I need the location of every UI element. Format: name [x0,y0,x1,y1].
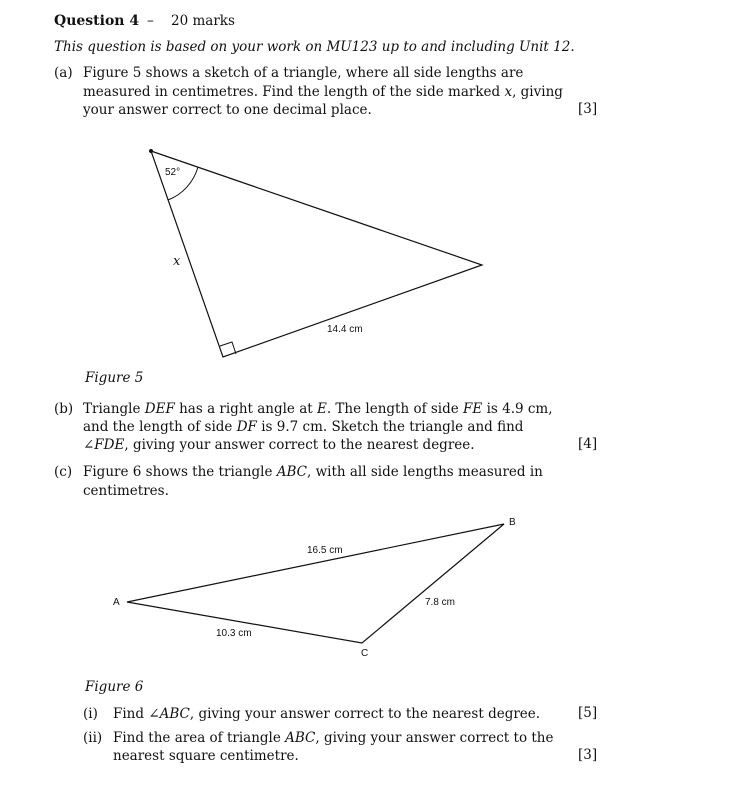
figure5-side-label: 14.4 cm [327,324,363,335]
sub-i-post: , giving your answer correct to the nearest degree. [189,706,541,722]
sub-i-marks: [5] [578,705,598,721]
figure5-angle-label: 52° [165,167,181,178]
question-marks: 20 marks [171,13,235,29]
part-c-label: (c) [54,464,73,480]
figure6-side-ab: 16.5 cm [307,545,343,556]
part-b-def: DEF [144,401,175,417]
sub-i-text [113,705,540,723]
part-b-label: (b) [54,401,74,417]
sub-ii-marks: [3] [578,747,598,763]
part-b-df: DF [236,419,257,435]
figure6-side-bc: 7.8 cm [425,597,456,608]
figure6-triangle [127,524,504,643]
part-c-abc: ABC [276,464,307,480]
figure6-vertex-a: A [113,597,120,608]
sub-ii-pre: Find the area of triangle [113,730,286,746]
part-b-l1-d: is 4.9 cm, [482,401,553,417]
sub-i-angle: ∠ABC [148,706,190,722]
part-b-marks: [4] [578,436,598,452]
part-a-var-x: x [504,84,513,100]
part-a-marks: [3] [578,101,598,117]
part-b-l3-b: , giving your answer correct to the nearest degree. [124,437,475,453]
intro-text: This question is based on your work on MU123 up to and including Unit 12. [54,39,575,55]
part-a-line2-pre: measured in centimetres. Find the length of the side marked [83,84,505,100]
part-a-line3: your answer correct to one decimal place. [83,102,372,118]
part-c-l1-a: Figure 6 shows the triangle [83,464,277,480]
sub-i-label: (i) [83,706,98,722]
part-b-l1-c: . The length of side [326,401,464,417]
question-title: Question 4 [54,13,140,29]
figure6-caption: Figure 6 [85,679,144,695]
figure6-vertex-c: C [361,648,369,659]
figure5-caption: Figure 5 [85,370,144,386]
sub-ii-label: (ii) [83,730,103,746]
sub-i-pre: Find [113,706,149,722]
sub-ii-line2: nearest square centimetre. [113,748,299,764]
part-a-label: (a) [54,65,73,81]
sub-ii-line1 [113,729,553,747]
part-b-l1-b: has a right angle at [174,401,317,417]
part-b-l1-a: Triangle [83,401,145,417]
part-c-l1-b: , with all side lengths measured in [307,464,543,480]
header-dash: – [147,13,154,29]
sub-ii-abc: ABC [285,730,316,746]
part-a-line1: Figure 5 shows a sketch of a triangle, where all side lengths are [83,65,524,81]
part-b-l2-a: and the length of side [83,419,237,435]
figure6-side-ac: 10.3 cm [216,628,252,639]
part-b-l2-b: is 9.7 cm. Sketch the triangle and find [256,419,524,435]
figure5-side-x-label: x [173,254,181,269]
sub-ii-post: , giving your answer correct to the [315,730,554,746]
part-b-fe: FE [463,401,483,417]
part-c-line2: centimetres. [83,483,169,499]
part-b-angle: ∠FDE [83,437,125,453]
figure6-vertex-b: B [509,517,516,528]
part-a-line2-post: , giving [512,84,563,100]
part-b-e: E [316,401,327,417]
